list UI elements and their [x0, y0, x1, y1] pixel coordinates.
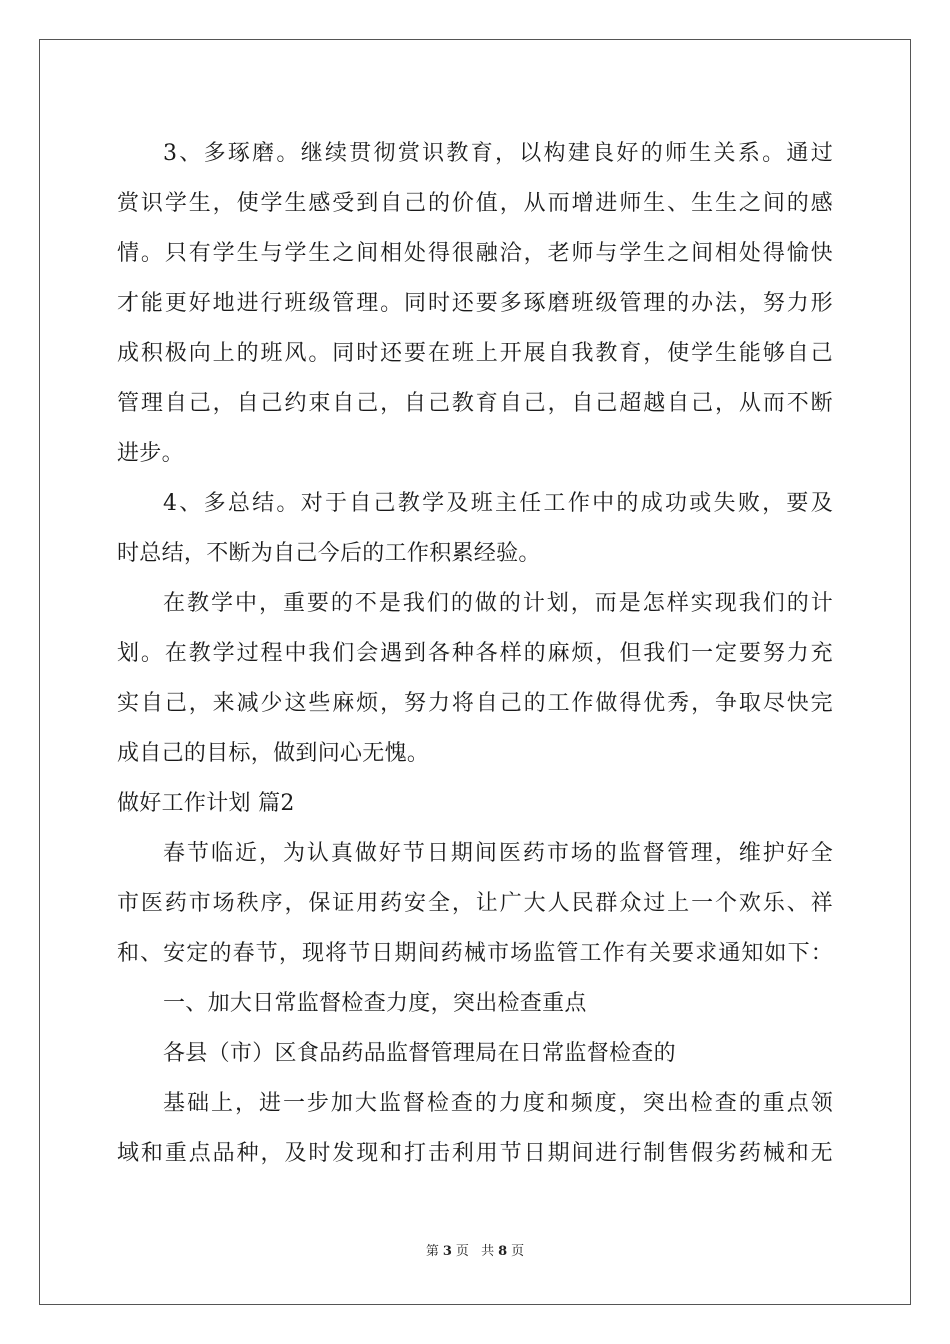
text-line: 各县（市）区食品药品监督管理局在日常监督检查的 — [163, 1041, 676, 1066]
text-line: 成自己的目标，做到问心无愧。 — [117, 741, 430, 766]
text-line: 域和重点品种，及时发现和打击利用节日期间进行制售假劣药械和无 — [117, 1141, 833, 1166]
text-line: 基础上，进一步加大监督检查的力度和频度，突出检查的重点领 — [163, 1091, 833, 1116]
text-line: 实自己，来减少这些麻烦，努力将自己的工作做得优秀，争取尽快完 — [117, 691, 833, 716]
total-prefix: 共 — [481, 1244, 495, 1259]
page-indicator — [424, 1244, 471, 1259]
total-suffix: 页 — [511, 1244, 525, 1259]
text-line: 春节临近，为认真做好节日期间医药市场的监督管理，维护好全 — [163, 841, 833, 866]
text-line: 管理自己，自己约束自己，自己教育自己，自己超越自己，从而不断 — [117, 391, 833, 416]
text-line: 在教学中，重要的不是我们的做的计划，而是怎样实现我们的计 — [163, 591, 833, 616]
page-prefix: 第 — [425, 1244, 439, 1259]
text-line: 才能更好地进行班级管理。同时还要多琢磨班级管理的办法，努力形 — [117, 291, 833, 316]
page-number: 3 — [442, 1244, 452, 1259]
text-line: 划。在教学过程中我们会遇到各种各样的麻烦，但我们一定要努力充 — [117, 641, 833, 666]
document-body — [117, 129, 833, 1179]
text-line: 3、多琢磨。继续贯彻赏识教育，以构建良好的师生关系。通过 — [163, 141, 833, 166]
section-heading: 做好工作计划 篇2 — [117, 791, 295, 816]
page-suffix: 页 — [455, 1244, 469, 1259]
page-footer — [0, 1240, 950, 1259]
text-line: 进步。 — [117, 441, 184, 466]
total-indicator — [479, 1244, 526, 1259]
text-line: 时总结，不断为自己今后的工作积累经验。 — [117, 541, 541, 566]
text-line: 和、安定的春节，现将节日期间药械市场监管工作有关要求通知如下： — [117, 941, 833, 966]
text-line: 市医药市场秩序，保证用药安全，让广大人民群众过上一个欢乐、祥 — [117, 891, 833, 916]
text-line: 一、加大日常监督检查力度，突出检查重点 — [163, 991, 587, 1016]
text-line: 成积极向上的班风。同时还要在班上开展自我教育，使学生能够自己 — [117, 341, 833, 366]
text-line: 4、多总结。对于自己教学及班主任工作中的成功或失败，要及 — [163, 491, 833, 516]
text-line: 情。只有学生与学生之间相处得很融洽，老师与学生之间相处得愉快 — [117, 241, 833, 266]
total-number: 8 — [498, 1244, 508, 1259]
text-line: 赏识学生，使学生感受到自己的价值，从而增进师生、生生之间的感 — [117, 191, 833, 216]
